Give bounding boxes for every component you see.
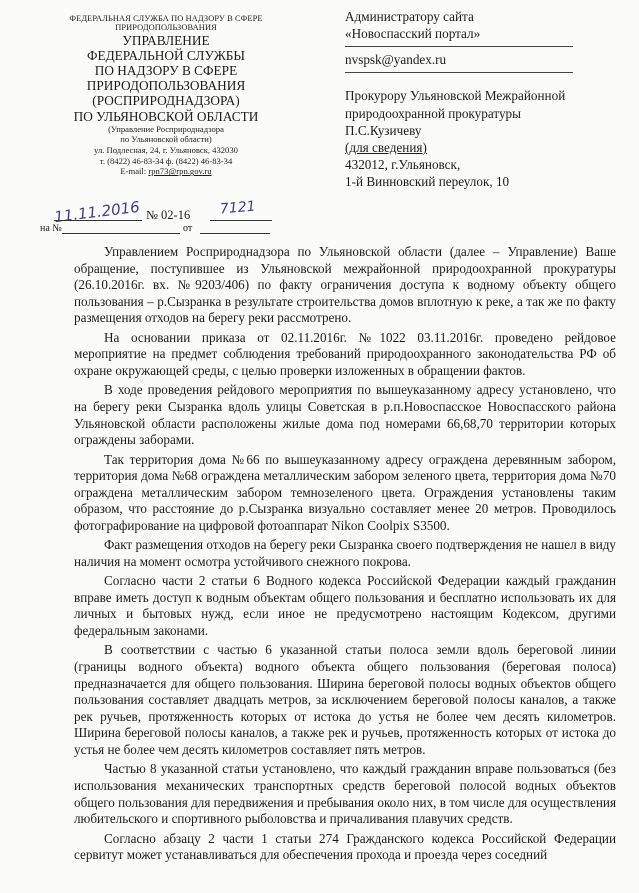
reply-date-label: от xyxy=(183,223,193,234)
addressee-block xyxy=(345,8,610,190)
org-short-name: (Управление Росприроднадзора xyxy=(108,123,224,134)
org-address: ул. Подлесная, 24, г. Ульяновск, 432030 xyxy=(94,145,238,156)
recipient-email[interactable]: nvspsk@yandex.ru xyxy=(345,52,447,68)
outgoing-number-prefix: № 02-16 xyxy=(146,208,191,222)
recipient-site: «Новоспасский портал» xyxy=(345,26,481,42)
org-phone: т. (8422) 46-83-34 ф. (8422) 46-83-34 xyxy=(99,155,233,166)
recipient2-title: природоохранной прокуратуры xyxy=(345,105,521,121)
body-paragraph: В ходе проведения рейдового мероприятия по вышеуказанному адресу установлено, что на берегу реки Сызранка вдоль улицы Советская в р.п.Новоспасское Новоспасского района Ульяновской области расположены жилые дома под номерами 66,68,70 территории которых ограждены заборами. xyxy=(74,382,616,448)
reply-to-number-label: на № xyxy=(40,223,62,234)
body-paragraph: Согласно части 2 статьи 6 Водного кодекса Российской Федерации каждый гражданин вправе иметь доступ к водным объектам общего пользования и бесплатно использовать их для личных и бытовых нужд, если иное не предусмотрено настоящим Кодексом, другими федеральным законами. xyxy=(74,573,616,639)
handwritten-date: 11.11.2016 xyxy=(53,197,141,227)
org-name-line: ПРИРОДОПОЛЬЗОВАНИЯ xyxy=(86,78,246,94)
body-paragraph: Согласно абзацу 2 части 1 статьи 274 Гражданского кодекса Российской Федерации сервитут может устанавливаться для обеспечения прохода и проезда через соседний xyxy=(74,830,616,863)
org-name-line: ФЕДЕРАЛЬНОЙ СЛУЖБЫ xyxy=(86,47,246,63)
divider xyxy=(345,72,573,73)
date-underline xyxy=(54,220,142,221)
for-info-note: (для сведения) xyxy=(345,139,427,155)
letterhead xyxy=(55,14,277,177)
body-paragraph: Так территория дома №66 по вышеуказанному адресу ограждена деревянным забором, территория дома №68 ограждена металлическим забором зеленого цвета, территория дома №70 ограждена металлическим забором темнозеленого цвета. Ограждения установлены таким образом, что расстояние до р.Сызранка визуально составляет менее 20 метров. Проводилось фотографирование на цифровой фотоаппарат Nikon Coolpix S3500. xyxy=(74,451,616,533)
org-short-name: по Ульяновской области) xyxy=(120,134,212,145)
reply-date-underline xyxy=(200,233,270,234)
letter-body xyxy=(74,244,616,867)
recipient2-title: Прокурору Ульяновской Межрайонной xyxy=(345,88,566,104)
org-email-line xyxy=(55,166,277,176)
body-paragraph: В соответствии с частью 6 указанной статьи полоса земли вдоль береговой линии (границы водного объекта) водного объекта общего пользования (береговая полоса) предназначается для общего пользования. Ширина береговой полосы водных объектов общего пользования составляет двадцать метров, за исключением береговой полосы каналов, а также рек ручьев, протяженность которых от истока до устья не более чем десять километров. Ширина береговой полосы каналов, а также рек и ручьев, протяженность которых от истока до устья не более чем десять километров составляет пять метров. xyxy=(74,642,616,757)
recipient2-address: 432012, г.Ульяновск, xyxy=(345,157,461,173)
org-email-link[interactable]: rpn73@rpn.gov.ru xyxy=(148,166,212,177)
handwritten-number: 7121 xyxy=(219,198,257,218)
outgoing-number-block xyxy=(40,197,285,236)
org-email-label: E-mail: xyxy=(120,166,149,177)
reply-number-underline xyxy=(62,233,180,234)
body-paragraph: На основании приказа от 02.11.2016г. №1022 03.11.2016г. проведено рейдовое мероприятие на предмет соблюдения требований природоохранного законодательства РФ об охране окружающей среды, с целью проверки изложенных в обращении фактов. xyxy=(74,329,616,378)
org-name-line: УПРАВЛЕНИЕ xyxy=(122,32,210,48)
body-paragraph: Управлением Росприроднадзора по Ульяновской области (далее – Управление) Ваше обращение, поступившее из Ульяновской межрайонной природоохранной прокуратуры (26.10.2016г. вх. №9203/406) по факту ограничения доступа к водному объекту общего пользования – р.Сызранка в результате строительства домов вплотную к реке, а так же по факту размещения отходов на берегу реки рассмотрено. xyxy=(74,244,616,326)
org-name-line: ПО НАДЗОРУ В СФЕРЕ xyxy=(94,63,238,79)
recipient2-address: 1-й Винновский переулок, 10 xyxy=(345,174,510,190)
ministry-line: ФЕДЕРАЛЬНАЯ СЛУЖБА ПО НАДЗОРУ В СФЕРЕ xyxy=(69,14,263,23)
ministry-line: ПРИРОДОПОЛЬЗОВАНИЯ xyxy=(115,23,217,33)
divider xyxy=(345,46,573,47)
recipient-title: Администратору сайта xyxy=(345,9,474,24)
recipient2-name: П.С.Кузичеву xyxy=(345,122,422,138)
org-name-line: ПО УЛЬЯНОВСКОЙ ОБЛАСТИ xyxy=(73,108,259,124)
number-underline xyxy=(210,220,272,221)
body-paragraph: Частью 8 указанной статьи установлено, что каждый гражданин вправе пользоваться (без использования механических транспортных средств береговой полосой водных объектов общего пользования для передвижения и пребывания около них, в том числе для осуществления любительского и спортивного рыболовства и причаливания плавучих средств. xyxy=(74,761,616,827)
org-name-line: (РОСПРИРОДНАДЗОРА) xyxy=(92,93,240,109)
body-paragraph: Факт размещения отходов на берегу реки Сызранка своего подтверждения не нашел в виду наличия на момент осмотра устойчивого снежного покрова. xyxy=(74,537,616,569)
